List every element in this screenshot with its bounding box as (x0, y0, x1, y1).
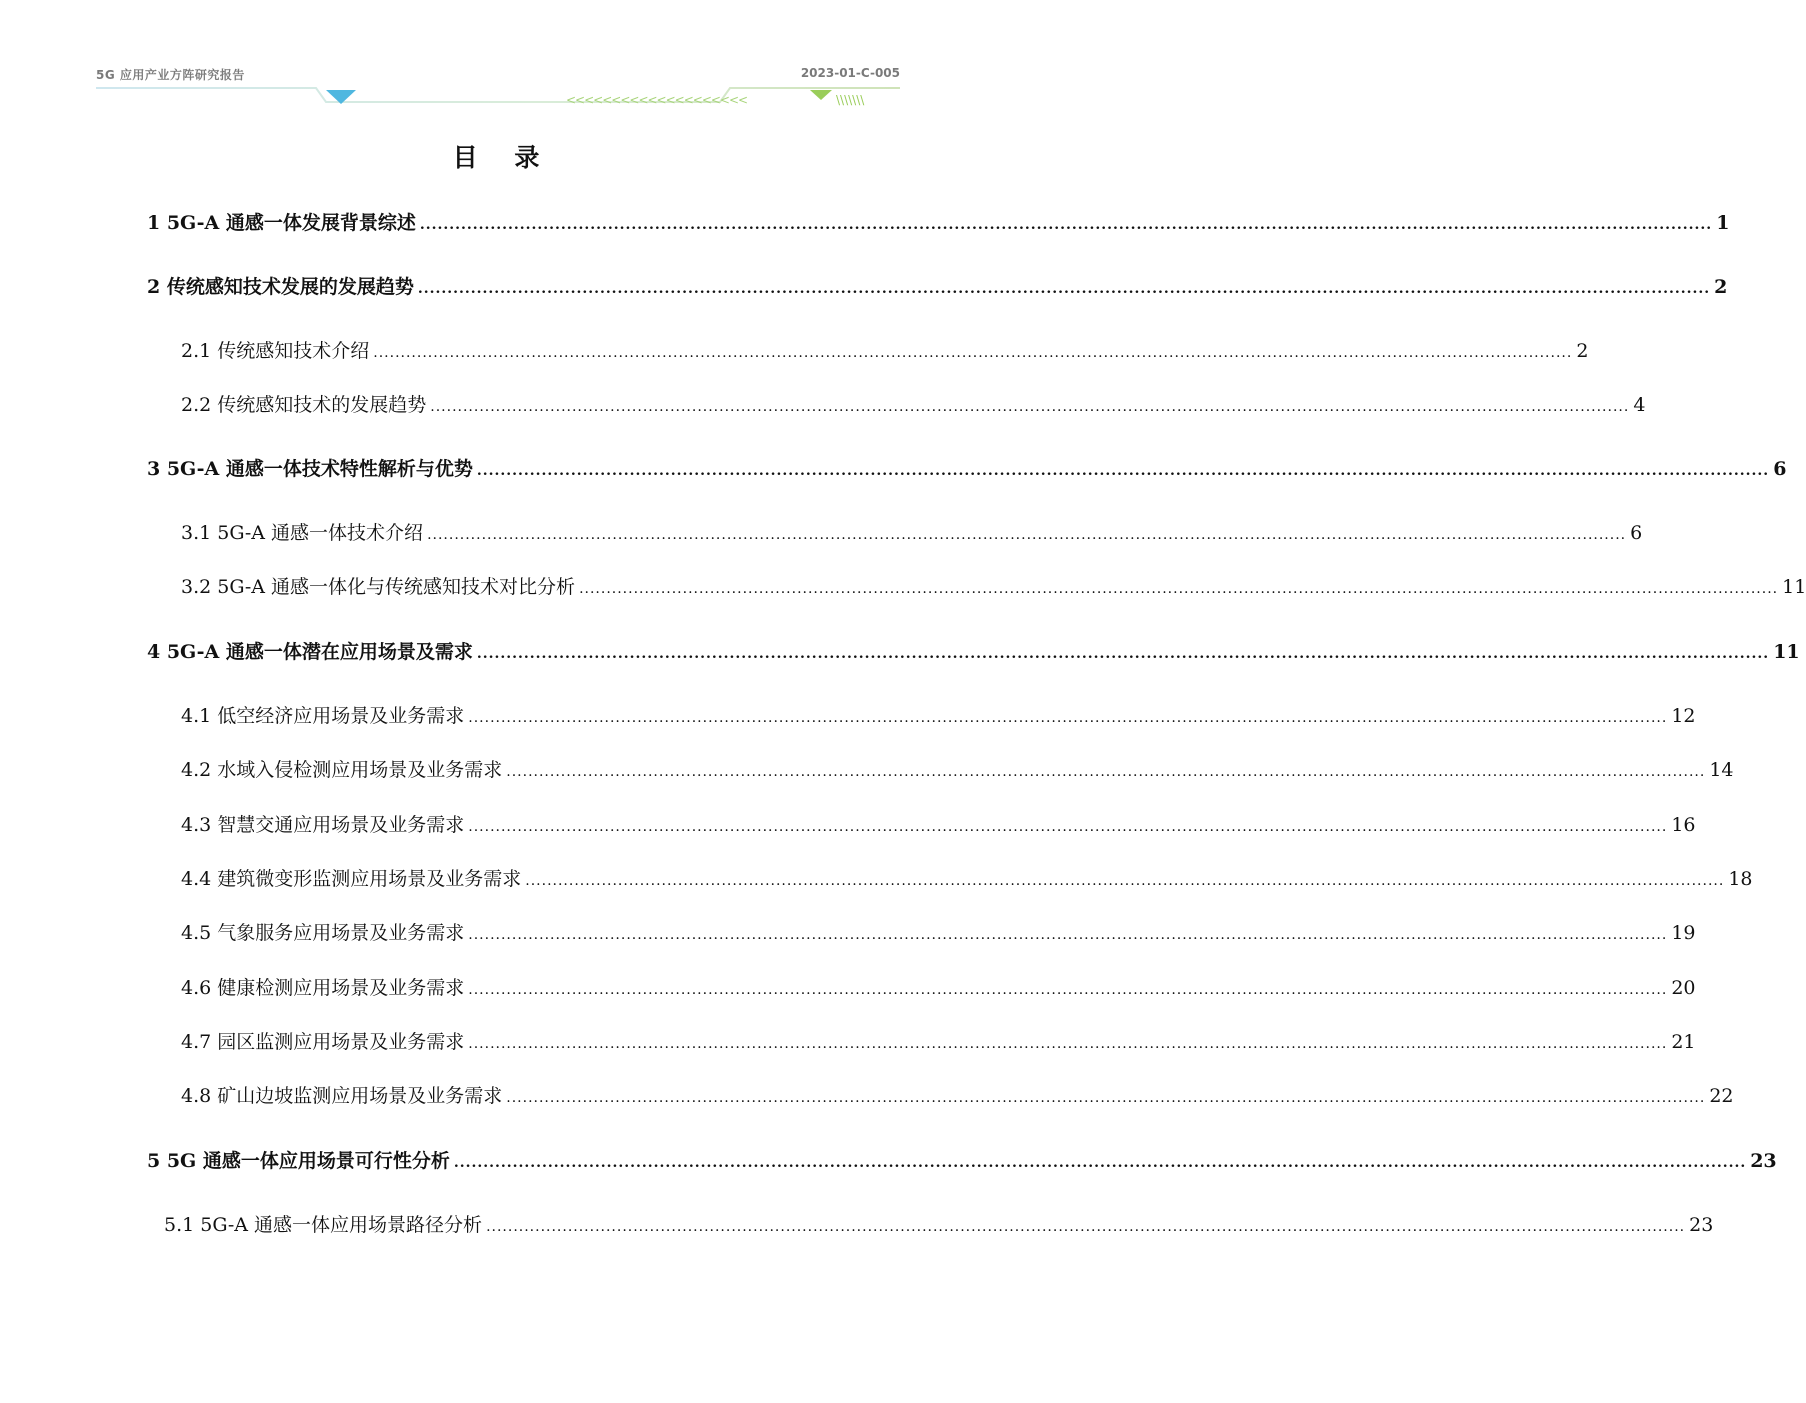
svg-text:\\\\\\\: \\\\\\\ (836, 93, 865, 107)
dot-leader: ............................................................................................................................................................................................................................ (476, 463, 1770, 479)
toc-entry-label: 5.1 5G-A 通感一体应用场景路径分析 (164, 1214, 483, 1236)
toc-entry-3-1[interactable] (181, 518, 1643, 545)
toc-entry-page: 19 (1671, 922, 1696, 944)
toc-entry-page: 2 (1576, 340, 1589, 362)
toc-entry-4-5[interactable] (181, 918, 1696, 945)
toc-entry-label: 1 5G-A 通感一体发展背景综述 (147, 212, 416, 234)
header-decoration (0, 84, 992, 110)
toc-entry-4-1[interactable] (181, 701, 1696, 728)
dot-leader: ............................................................................................................................................................................................................................ (476, 646, 1770, 662)
toc-entry-2-2[interactable] (181, 390, 1646, 417)
toc-entry-4-3[interactable] (181, 810, 1696, 837)
toc-entry-page: 2 (1714, 276, 1728, 298)
toc-entry-page: 11 (1782, 576, 1806, 598)
toc-entry-2-1[interactable] (181, 336, 1589, 363)
toc-entry-page: 6 (1773, 458, 1787, 480)
toc-entry-label: 4.6 健康检测应用场景及业务需求 (181, 977, 465, 999)
toc-entry-label: 2 传统感知技术发展的发展趋势 (147, 276, 414, 298)
toc-entry-5-1[interactable] (164, 1210, 1714, 1237)
dot-leader: ............................................................................................................................................................................................................................ (468, 927, 1668, 943)
toc-entry-page: 16 (1671, 814, 1696, 836)
dot-leader: ............................................................................................................................................................................................................................ (430, 399, 1630, 415)
report-name: 5G 应用产业方阵研究报告 (96, 68, 245, 82)
toc-entry-page: 21 (1671, 1031, 1696, 1053)
dot-leader: ............................................................................................................................................................................................................................ (468, 710, 1668, 726)
dot-leader: ............................................................................................................................................................................................................................ (506, 764, 1706, 780)
dot-leader: ............................................................................................................................................................................................................................ (453, 1155, 1747, 1171)
toc-entry-page: 1 (1716, 212, 1730, 234)
toc-entry-label: 4.2 水域入侵检测应用场景及业务需求 (181, 759, 503, 781)
toc-entry-label: 4.3 智慧交通应用场景及业务需求 (181, 814, 465, 836)
toc-entry-page: 4 (1633, 394, 1646, 416)
toc-entry-page: 11 (1773, 641, 1800, 663)
toc-entry-label: 5 5G 通感一体应用场景可行性分析 (147, 1150, 450, 1172)
dot-leader: ............................................................................................................................................................................................................................ (579, 581, 1779, 597)
toc-title: 目 录 (452, 143, 554, 172)
toc-entry-label: 4.1 低空经济应用场景及业务需求 (181, 705, 465, 727)
green-triangle-icon (810, 90, 832, 100)
toc-entry-5[interactable] (147, 1146, 1777, 1173)
toc-entry-4[interactable] (147, 637, 1800, 664)
toc-entry-page: 14 (1709, 759, 1734, 781)
report-code: 2023-01-C-005 (800, 66, 900, 80)
toc-entry-3-2[interactable] (181, 572, 1806, 599)
toc-entry-label: 3.2 5G-A 通感一体化与传统感知技术对比分析 (181, 576, 576, 598)
svg-text:<<<<<<<<<<<<<<<<<<<<: <<<<<<<<<<<<<<<<<<<< (566, 93, 748, 107)
toc-entry-label: 4.5 气象服务应用场景及业务需求 (181, 922, 465, 944)
toc-entry-page: 23 (1689, 1214, 1714, 1236)
dot-leader: ............................................................................................................................................................................................................................ (427, 527, 1627, 543)
toc-entry-page: 18 (1728, 868, 1753, 890)
dot-leader: ............................................................................................................................................................................................................................ (468, 982, 1668, 998)
toc-entry-label: 3.1 5G-A 通感一体技术介绍 (181, 522, 424, 544)
toc-entry-page: 20 (1671, 977, 1696, 999)
toc-entry-4-7[interactable] (181, 1027, 1696, 1054)
dot-leader: ............................................................................................................................................................................................................................ (419, 217, 1713, 233)
dot-leader: ............................................................................................................................................................................................................................ (525, 873, 1725, 889)
dot-leader: ............................................................................................................................................................................................................................ (486, 1219, 1686, 1235)
toc-entry-label: 4.7 园区监测应用场景及业务需求 (181, 1031, 465, 1053)
toc-entry-page: 23 (1750, 1150, 1777, 1172)
toc-entry-1[interactable] (147, 208, 1730, 235)
toc-entry-page: 22 (1709, 1085, 1734, 1107)
toc-entry-label: 4.4 建筑微变形监测应用场景及业务需求 (181, 868, 522, 890)
toc-entry-label: 2.2 传统感知技术的发展趋势 (181, 394, 427, 416)
toc-entry-label: 2.1 传统感知技术介绍 (181, 340, 370, 362)
toc-entry-4-4[interactable] (181, 864, 1753, 891)
toc-entry-4-6[interactable] (181, 973, 1696, 1000)
toc-entry-label: 4.8 矿山边坡监测应用场景及业务需求 (181, 1085, 503, 1107)
dot-leader: ............................................................................................................................................................................................................................ (506, 1090, 1706, 1106)
dot-leader: ............................................................................................................................................................................................................................ (417, 281, 1711, 297)
dot-leader: ............................................................................................................................................................................................................................ (468, 1036, 1668, 1052)
toc-entry-4-2[interactable] (181, 755, 1734, 782)
dot-leader: ............................................................................................................................................................................................................................ (468, 819, 1668, 835)
toc-entry-label: 3 5G-A 通感一体技术特性解析与优势 (147, 458, 473, 480)
toc-entry-4-8[interactable] (181, 1081, 1734, 1108)
toc-entry-label: 4 5G-A 通感一体潜在应用场景及需求 (147, 641, 473, 663)
dot-leader: ............................................................................................................................................................................................................................ (373, 345, 1573, 361)
toc-entry-3[interactable] (147, 454, 1787, 481)
toc-entry-2[interactable] (147, 272, 1728, 299)
toc-entry-page: 6 (1630, 522, 1643, 544)
toc-entry-page: 12 (1671, 705, 1696, 727)
